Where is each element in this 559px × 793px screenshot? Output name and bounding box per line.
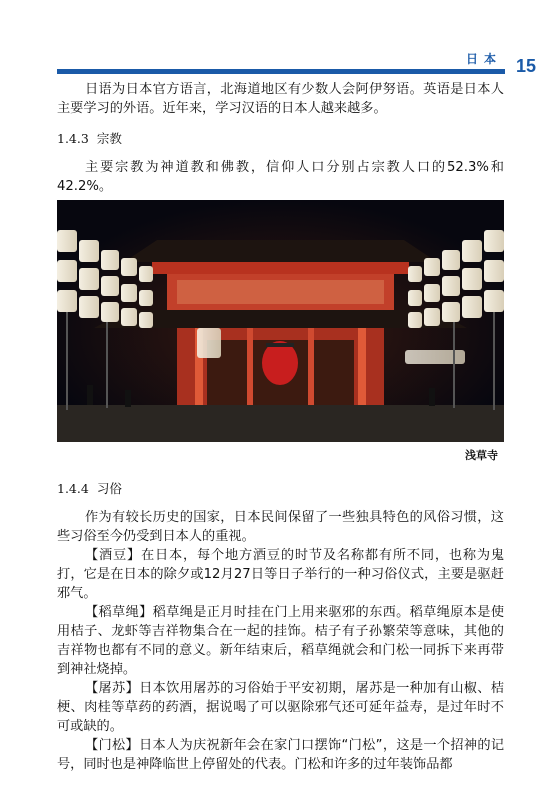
temple-illustration: [57, 200, 504, 442]
customs-paragraph: 作为有较长历史的国家，日本民间保留了一些独具特色的风俗习惯，这些习俗至今仍受到日本人的重视。: [57, 510, 504, 544]
intro-paragraph: 日语为日本官方语言，北海道地区有少数人会阿伊努语。英语是日本人主要学习的外语。近年来，学习汉语的日本人越来越多。: [57, 82, 504, 116]
page-body: [57, 80, 504, 774]
sensoji-photo: [57, 200, 504, 442]
section-title: 习俗: [96, 481, 122, 496]
custom-term: 【酒豆】: [85, 548, 141, 563]
custom-text: 稻草绳是正月时挂在门上用来驱邪的东西。稻草绳原本是使用桔子、龙虾等吉祥物集合在一起的挂饰。桔子有子孙繁荣等意味，其他的吉祥物也都有不同的意义。新年结束后，稻草绳就会和门松一同拆下来再带到神社烧掉。: [57, 605, 505, 677]
custom-item: [57, 546, 504, 603]
custom-term: 【屠苏】: [85, 681, 140, 696]
figure-caption: 浅草寺: [465, 449, 498, 462]
page-number: 15: [516, 56, 537, 76]
custom-term: 【稻草绳】: [85, 605, 153, 620]
custom-term: 【门松】: [85, 738, 140, 753]
section-heading-customs: [57, 479, 504, 498]
section-title: 宗教: [96, 131, 122, 146]
custom-text: 日本人为庆祝新年会在家门口摆饰“门松”，这是一个招神的记号，同时也是神降临世上停留处的代表。门松和许多的过年装饰品都: [57, 738, 505, 772]
header-rule: [57, 69, 505, 74]
custom-text: 在日本，每个地方酒豆的时节及名称都有所不同，也称为鬼打，它是在日本的除夕或12月27日等日子举行的一种习俗仪式，主要是驱赶邪气。: [57, 548, 505, 601]
custom-item: [57, 603, 504, 679]
custom-item: [57, 736, 504, 774]
section-number: 1.4.4: [57, 481, 89, 496]
section-number: 1.4.3: [57, 131, 89, 146]
running-header-country: 日本: [466, 52, 503, 66]
section-heading-religion: [57, 129, 504, 148]
custom-text: 日本饮用屠苏的习俗始于平安初期，屠苏是一种加有山椒、桔梗、肉桂等草药的药酒，据说喝了可以驱除邪气还可延年益寿，是过年时不可或缺的。: [57, 681, 504, 734]
custom-item: [57, 679, 504, 736]
religion-paragraph: 主要宗教为神道教和佛教，信仰人口分别占宗教人口的52.3%和42.2%。: [57, 160, 504, 194]
